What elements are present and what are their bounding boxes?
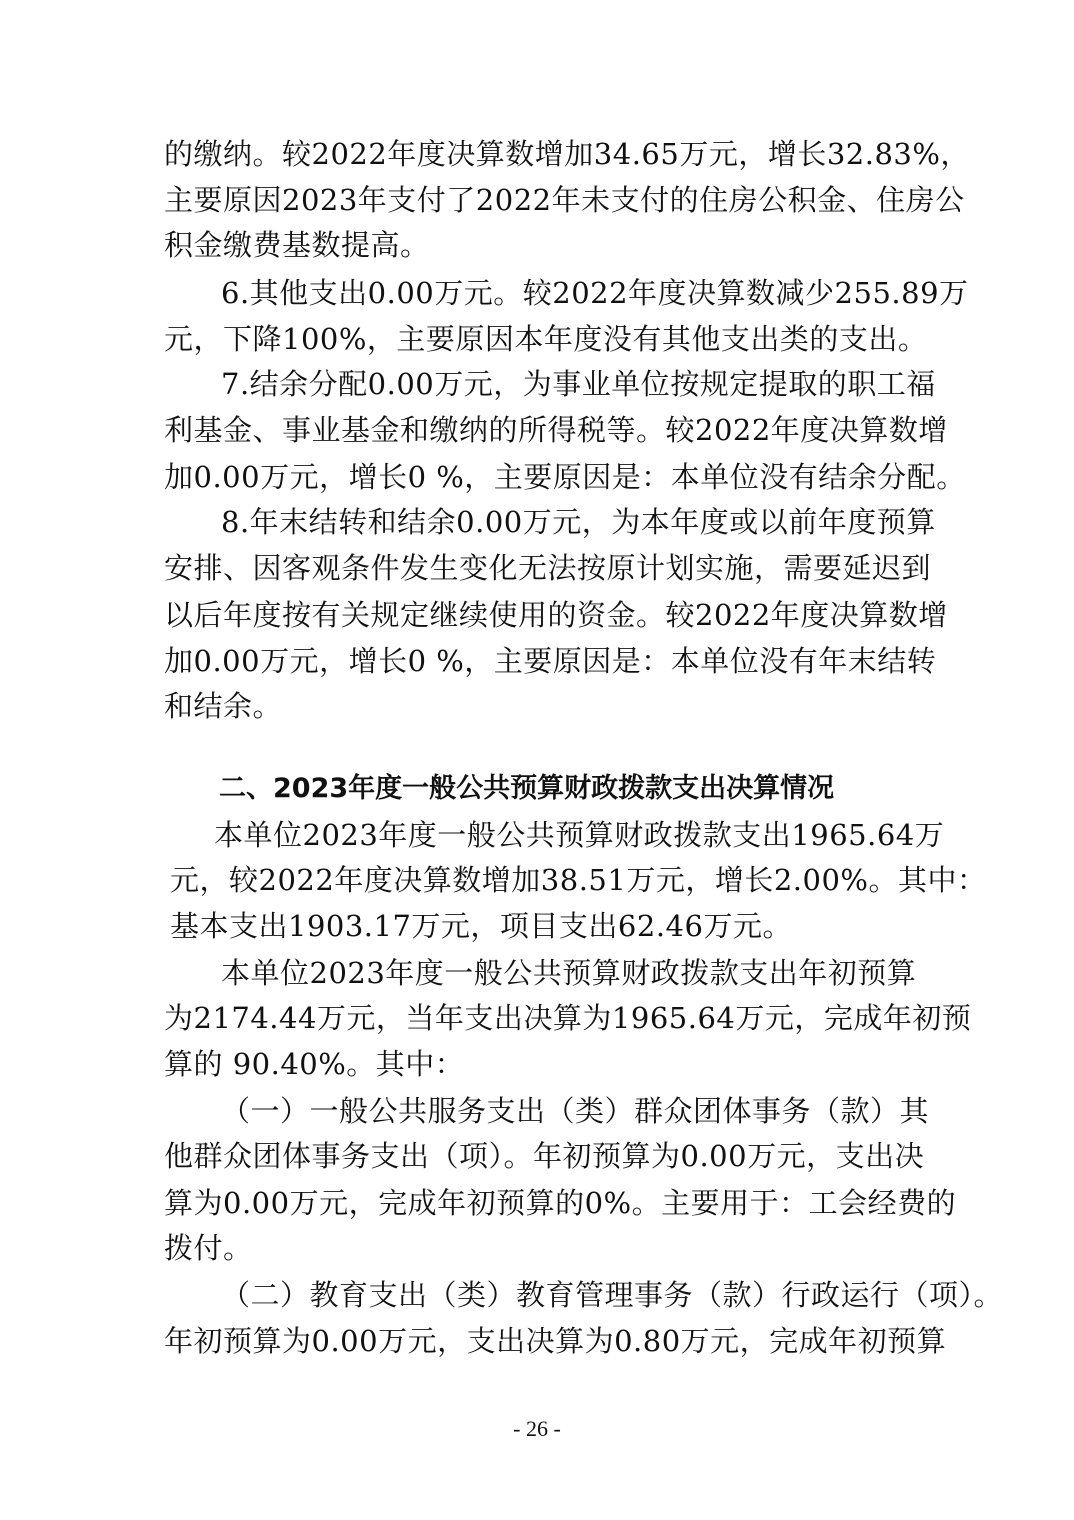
body-line: 算的 90.40%。其中： xyxy=(164,1047,465,1081)
body-line: 主要原因2023年支付了2022年未支付的住房公积金、住房公 xyxy=(164,183,965,217)
page-number: - 26 - xyxy=(513,1416,561,1441)
body-line: （一）一般公共服务支出（类）群众团体事务（款）其 xyxy=(221,1094,930,1128)
body-line: 8.年末结转和结余0.00万元，为本年度或以前年度预算 xyxy=(221,505,936,539)
body-line: 拨付。 xyxy=(164,1231,253,1265)
body-line: 本单位2023年度一般公共预算财政拨款支出年初预算 xyxy=(221,956,917,990)
body-line: 的缴纳。较2022年度决算数增加34.65万元，增长32.83%， xyxy=(164,137,970,171)
body-line: 安排、因客观条件发生变化无法按原计划实施，需要延迟到 xyxy=(164,551,932,585)
body-line: 为2174.44万元，当年支出决算为1965.64万元，完成年初预 xyxy=(164,1001,972,1035)
body-line: 年初预算为0.00万元，支出决算为0.80万元，完成年初预算 xyxy=(164,1324,947,1358)
section-heading: 二、2023年度一般公共预算财政拨款支出决算情况 xyxy=(219,773,835,804)
body-line: 以后年度按有关规定继续使用的资金。较2022年度决算数增 xyxy=(164,598,948,632)
body-line: 算为0.00万元，完成年初预算的0%。主要用于：工会经费的 xyxy=(164,1186,957,1220)
body-line: 本单位2023年度一般公共预算财政拨款支出1965.64万 xyxy=(214,818,945,852)
body-line: 加0.00万元，增长0 %，主要原因是：本单位没有年末结转 xyxy=(164,644,937,678)
body-line: 基本支出1903.17万元，项目支出62.46万元。 xyxy=(170,909,792,943)
body-line: 积金缴费基数提高。 xyxy=(164,228,430,262)
body-line: 元，下降100%，主要原因本年度没有其他支出类的支出。 xyxy=(164,322,928,356)
body-line: 他群众团体事务支出（项）。年初预算为0.00万元，支出决 xyxy=(164,1139,925,1173)
body-line: 元，较2022年度决算数增加38.51万元，增长2.00%。其中： xyxy=(170,863,987,897)
body-line: 利基金、事业基金和缴纳的所得税等。较2022年度决算数增 xyxy=(164,413,948,447)
body-line: （二）教育支出（类）教育管理事务（款）行政运行（项）。 xyxy=(221,1278,1004,1312)
body-line: 7.结余分配0.00万元，为事业单位按规定提取的职工福 xyxy=(221,367,936,401)
body-line: 和结余。 xyxy=(164,689,283,723)
body-line: 6.其他支出0.00万元。较2022年度决算数减少255.89万 xyxy=(221,276,969,310)
body-line: 加0.00万元，增长0 %，主要原因是：本单位没有结余分配。 xyxy=(164,460,966,494)
